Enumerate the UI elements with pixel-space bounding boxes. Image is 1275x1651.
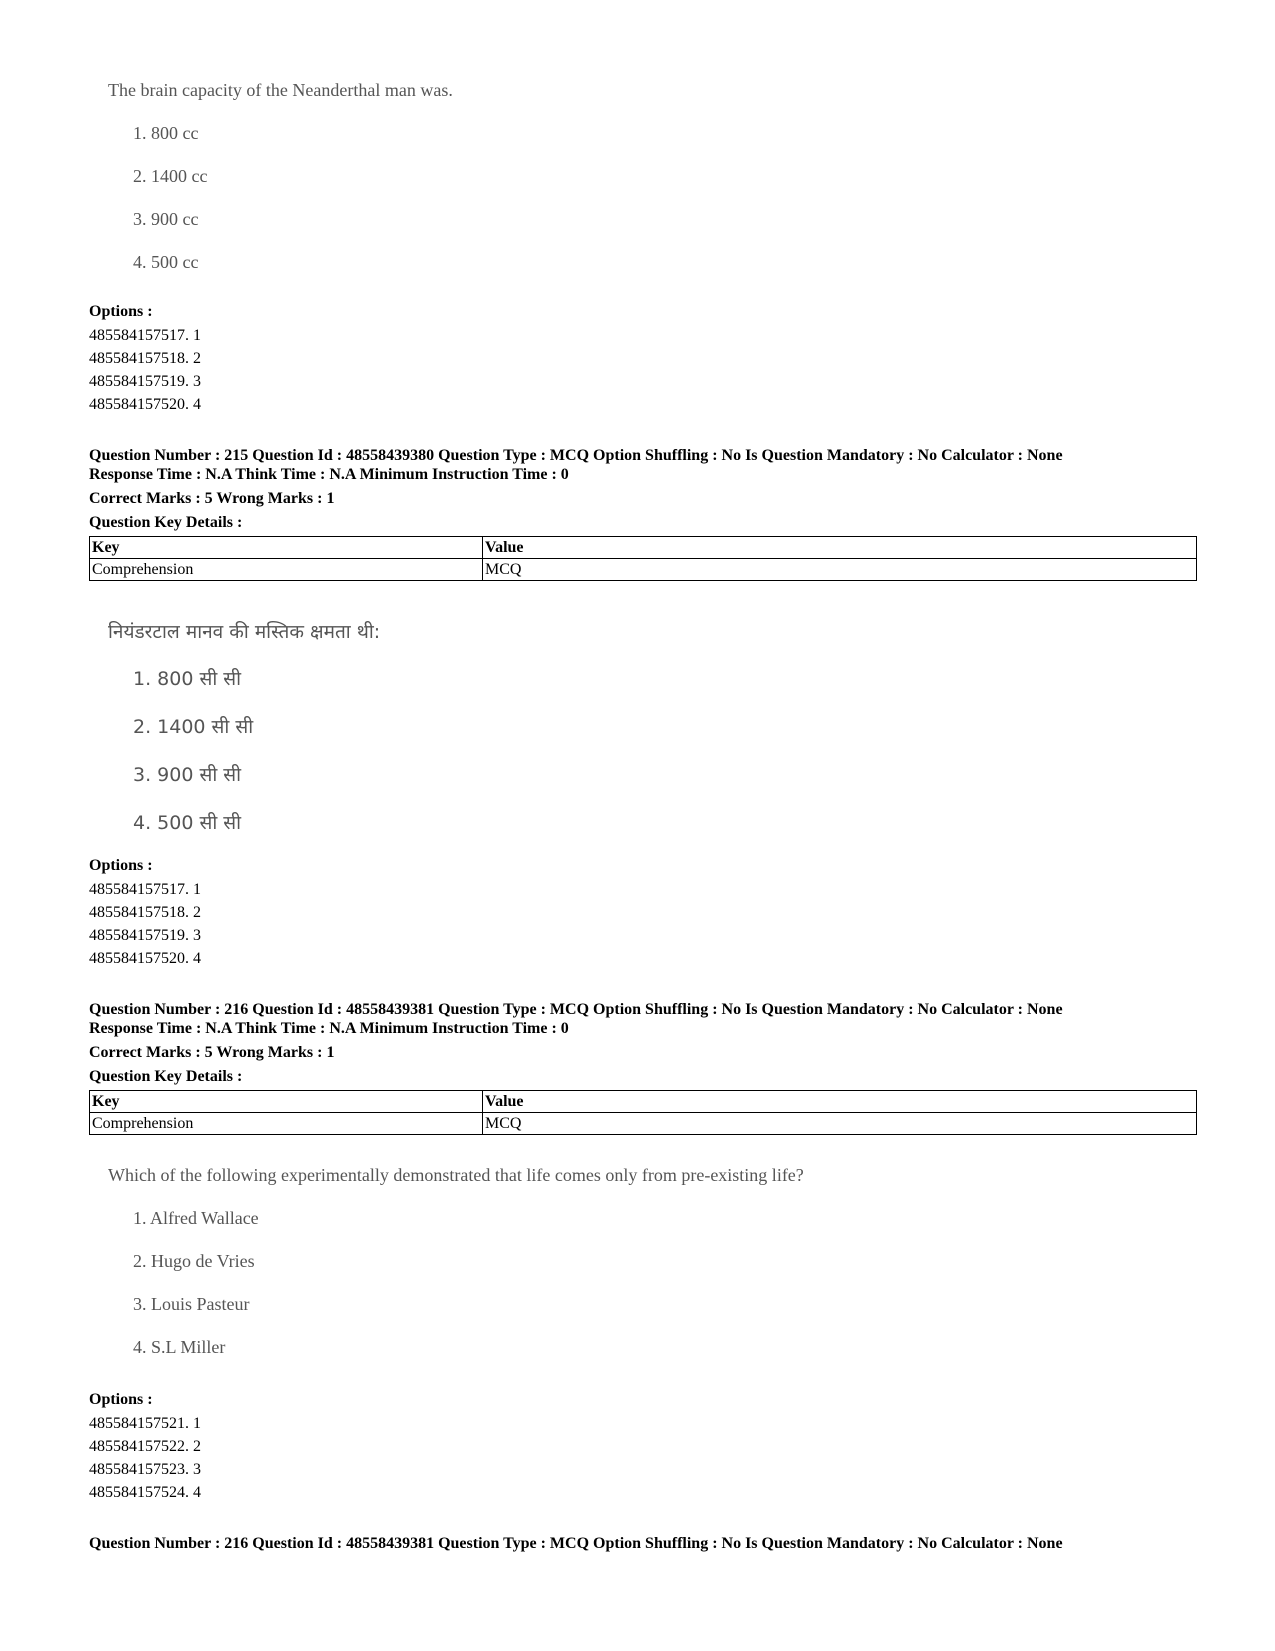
table-header-key: Key [90, 537, 483, 559]
key-details-label: Question Key Details : [89, 1068, 243, 1085]
question-choice: 3. Louis Pasteur [133, 1294, 250, 1314]
option-line: 485584157518. 2 [89, 350, 201, 367]
option-line: 485584157521. 1 [89, 1415, 201, 1432]
options-label: Options : [89, 303, 153, 320]
option-line: 485584157519. 3 [89, 373, 201, 390]
key-details-label: Question Key Details : [89, 514, 243, 531]
option-line: 485584157517. 1 [89, 327, 201, 344]
question-header-line1: Question Number : 216 Question Id : 48558439381 Question Type : MCQ Option Shuffling : No Is Question Mandatory : No Calculator : None [89, 1001, 1063, 1018]
question-stem: The brain capacity of the Neanderthal man was. [108, 80, 453, 100]
question-choice: 1. 800 cc [133, 123, 199, 143]
table-cell-key: Comprehension [90, 559, 483, 581]
question-stem: नियंडरटाल मानव की मस्तिक क्षमता थी: [108, 621, 381, 643]
option-line: 485584157518. 2 [89, 904, 201, 921]
table-cell-key: Comprehension [90, 1113, 483, 1135]
question-choice: 3. 900 cc [133, 209, 199, 229]
question-header-line2: Response Time : N.A Think Time : N.A Minimum Instruction Time : 0 [89, 466, 569, 483]
option-line: 485584157517. 1 [89, 881, 201, 898]
option-line: 485584157523. 3 [89, 1461, 201, 1478]
question-choice: 1. Alfred Wallace [133, 1208, 259, 1228]
option-line: 485584157522. 2 [89, 1438, 201, 1455]
key-value-table [89, 1090, 1197, 1135]
question-choice: 4. S.L Miller [133, 1337, 226, 1357]
question-stem: Which of the following experimentally demonstrated that life comes only from pre-existing life? [108, 1165, 804, 1185]
option-line: 485584157519. 3 [89, 927, 201, 944]
question-choice: 1. 800 सी सी [133, 668, 242, 690]
table-cell-value: MCQ [483, 1113, 1197, 1135]
question-choice: 3. 900 सी सी [133, 764, 242, 786]
question-header-line1: Question Number : 216 Question Id : 48558439381 Question Type : MCQ Option Shuffling : No Is Question Mandatory : No Calculator : None [89, 1535, 1063, 1552]
question-choice: 2. 1400 सी सी [133, 716, 254, 738]
option-line: 485584157520. 4 [89, 396, 201, 413]
option-line: 485584157524. 4 [89, 1484, 201, 1501]
marks-line: Correct Marks : 5 Wrong Marks : 1 [89, 1044, 335, 1061]
option-line: 485584157520. 4 [89, 950, 201, 967]
question-choice: 4. 500 सी सी [133, 812, 242, 834]
key-value-table [89, 536, 1197, 581]
question-header-line1: Question Number : 215 Question Id : 48558439380 Question Type : MCQ Option Shuffling : No Is Question Mandatory : No Calculator : None [89, 447, 1063, 464]
table-cell-value: MCQ [483, 559, 1197, 581]
options-label: Options : [89, 1391, 153, 1408]
question-choice: 2. 1400 cc [133, 166, 208, 186]
question-header-line2: Response Time : N.A Think Time : N.A Minimum Instruction Time : 0 [89, 1020, 569, 1037]
question-choice: 2. Hugo de Vries [133, 1251, 255, 1271]
options-label: Options : [89, 857, 153, 874]
table-header-value: Value [483, 537, 1197, 559]
table-header-value: Value [483, 1091, 1197, 1113]
question-choice: 4. 500 cc [133, 252, 199, 272]
table-header-key: Key [90, 1091, 483, 1113]
marks-line: Correct Marks : 5 Wrong Marks : 1 [89, 490, 335, 507]
